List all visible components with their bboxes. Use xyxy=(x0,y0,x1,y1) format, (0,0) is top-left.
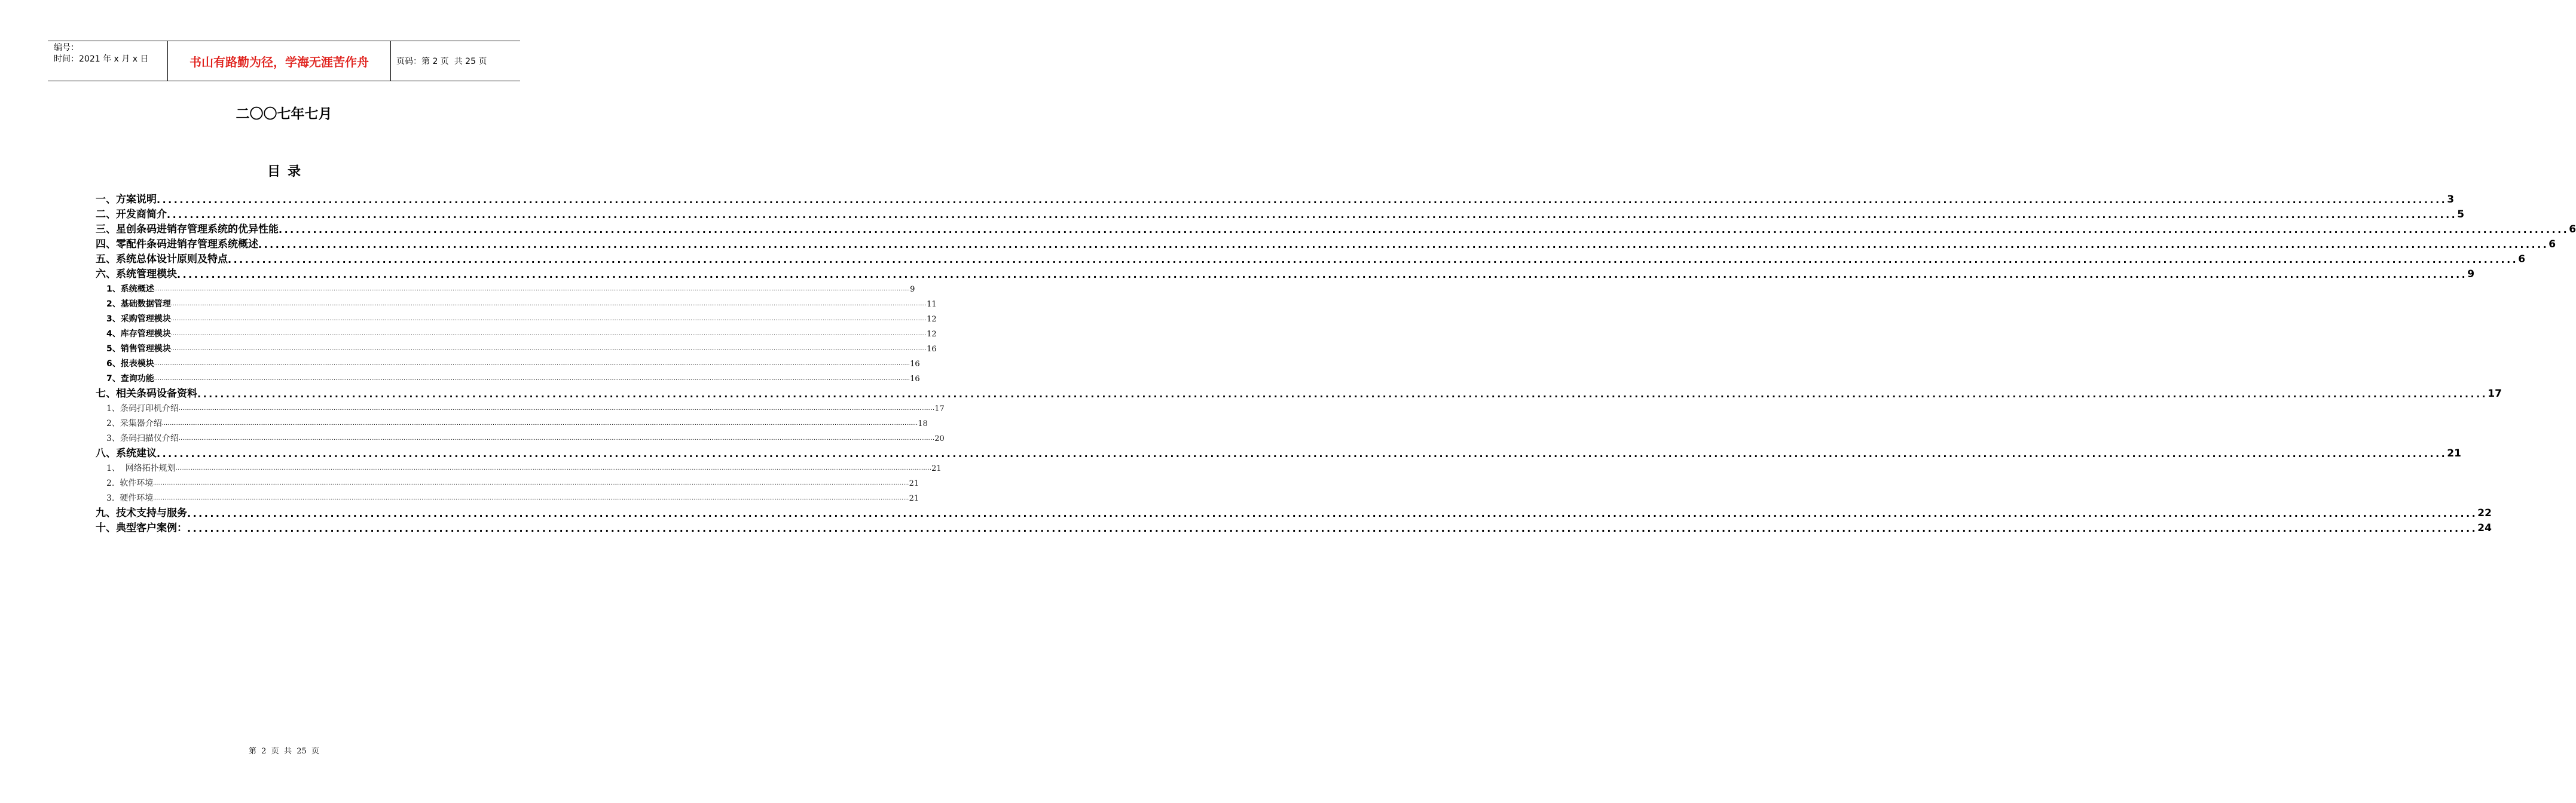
toc-page-number: 9 xyxy=(910,285,915,294)
dot-leader: ................................................................................................................................................................................................................................................................................................................................................................................................................ xyxy=(170,346,927,352)
toc-subentry[interactable]: 3. 硬件环境 ................................................................................................................................................................................................................................................................................................................................................................................................................ 21 xyxy=(96,491,490,506)
dot-leader: ................................................................................................................................................................................................................................................................................................................................................................................................................ xyxy=(175,465,932,471)
toc-entry[interactable]: 二、开发商简介 ................................................................................................................................................................................................................................................................................................................................................................................................................ 5 xyxy=(96,207,490,222)
header-meta xyxy=(48,41,168,81)
toc-subentry[interactable]: 4、库存管理模块 ................................................................................................................................................................................................................................................................................................................................................................................................................ 12 xyxy=(96,327,490,342)
toc-entry[interactable]: 一、方案说明 ................................................................................................................................................................................................................................................................................................................................................................................................................ 3 xyxy=(96,192,490,207)
dot-leader: ................................................................................................................................................................................................................................................................................................................................................................................................................ xyxy=(228,254,2519,265)
toc-subentry[interactable]: 7、查询功能 ................................................................................................................................................................................................................................................................................................................................................................................................................ 16 xyxy=(96,372,490,387)
dot-leader: ................................................................................................................................................................................................................................................................................................................................................................................................................ xyxy=(279,224,2569,235)
toc-subentry[interactable]: 6、报表模块 ................................................................................................................................................................................................................................................................................................................................................................................................................ 16 xyxy=(96,357,490,372)
dot-leader: ................................................................................................................................................................................................................................................................................................................................................................................................................ xyxy=(197,388,2488,400)
header-page-info: 页码：第 2 页 共 25 页 xyxy=(396,57,487,66)
toc-subentry[interactable]: 3、条码扫描仪介绍 ................................................................................................................................................................................................................................................................................................................................................................................................................ 20 xyxy=(96,431,490,446)
header-number-label: 编号： xyxy=(54,43,79,53)
toc-page-number: 9 xyxy=(2467,268,2475,280)
toc-entry[interactable]: 七、相关条码设备资料 ................................................................................................................................................................................................................................................................................................................................................................................................................ 17 xyxy=(96,387,490,402)
dot-leader: ................................................................................................................................................................................................................................................................................................................................................................................................................ xyxy=(154,286,910,292)
dot-leader: ................................................................................................................................................................................................................................................................................................................................................................................................................ xyxy=(157,194,2447,206)
toc-page-number: 12 xyxy=(927,315,937,324)
toc-page-number: 21 xyxy=(909,494,919,503)
toc-subentry[interactable]: 2. 软件环境 ................................................................................................................................................................................................................................................................................................................................................................................................................ 21 xyxy=(96,476,490,491)
page-footer: 第 2 页 共 25 页 xyxy=(248,747,320,756)
toc-subentry[interactable]: 1、 网络拓扑规划 ................................................................................................................................................................................................................................................................................................................................................................................................................ 21 xyxy=(96,461,490,476)
toc-entry[interactable]: 五、系统总体设计原则及特点 ................................................................................................................................................................................................................................................................................................................................................................................................................ 6 xyxy=(96,252,490,267)
toc-subentry[interactable]: 2、基础数据管理 ................................................................................................................................................................................................................................................................................................................................................................................................................ 11 xyxy=(96,297,490,312)
dot-leader: ................................................................................................................................................................................................................................................................................................................................................................................................................ xyxy=(170,301,927,307)
toc-entry[interactable]: 八、系统建议 ................................................................................................................................................................................................................................................................................................................................................................................................................ 21 xyxy=(96,446,490,461)
toc-page-number: 21 xyxy=(931,464,942,473)
toc-entry[interactable]: 四、零配件条码进销存管理系统概述 ................................................................................................................................................................................................................................................................................................................................................................................................................ 6 xyxy=(96,237,490,252)
toc-page-number: 20 xyxy=(934,434,945,443)
dot-leader: ................................................................................................................................................................................................................................................................................................................................................................................................................ xyxy=(170,331,927,337)
dot-leader: ................................................................................................................................................................................................................................................................................................................................................................................................................ xyxy=(153,495,909,501)
dot-leader: ................................................................................................................................................................................................................................................................................................................................................................................................................ xyxy=(187,523,2478,534)
toc-subentry[interactable]: 1、条码打印机介绍 ................................................................................................................................................................................................................................................................................................................................................................................................................ 17 xyxy=(96,402,490,416)
dot-leader: ................................................................................................................................................................................................................................................................................................................................................................................................................ xyxy=(170,316,927,322)
toc-page-number: 21 xyxy=(909,479,919,488)
toc-page-number: 16 xyxy=(910,360,920,369)
toc-page-number: 11 xyxy=(927,300,937,309)
toc-subentry[interactable]: 2、采集器介绍 ................................................................................................................................................................................................................................................................................................................................................................................................................ 18 xyxy=(96,416,490,431)
dot-leader: ................................................................................................................................................................................................................................................................................................................................................................................................................ xyxy=(153,480,909,486)
toc-page-number: 22 xyxy=(2477,507,2492,519)
toc-page-number: 16 xyxy=(910,375,920,384)
dot-leader: ................................................................................................................................................................................................................................................................................................................................................................................................................ xyxy=(177,269,2468,280)
toc-title: 目录 xyxy=(267,164,308,179)
toc-entry[interactable]: 十、典型客户案例： ................................................................................................................................................................................................................................................................................................................................................................................................................ 24 xyxy=(96,521,490,536)
toc-entry[interactable]: 三、星创条码进销存管理系统的优异性能 ................................................................................................................................................................................................................................................................................................................................................................................................................ 6 xyxy=(96,222,490,237)
header-time-label: 时间：2021 年 x 月 x 日 xyxy=(54,54,149,64)
toc-entry[interactable]: 九、技术支持与服务 ................................................................................................................................................................................................................................................................................................................................................................................................................ 22 xyxy=(96,506,490,521)
toc-page-number: 6 xyxy=(2569,223,2576,235)
dot-leader: ................................................................................................................................................................................................................................................................................................................................................................................................................ xyxy=(178,406,935,412)
dot-leader: ................................................................................................................................................................................................................................................................................................................................................................................................................ xyxy=(178,436,935,442)
toc-page-number: 16 xyxy=(927,345,937,354)
toc-page-number: 6 xyxy=(2549,238,2556,250)
table-of-contents xyxy=(96,192,2576,536)
toc-page-number: 17 xyxy=(2488,388,2502,400)
toc-page-number: 17 xyxy=(934,404,945,413)
toc-page-number: 24 xyxy=(2477,522,2492,534)
dot-leader: ................................................................................................................................................................................................................................................................................................................................................................................................................ xyxy=(187,508,2478,519)
dot-leader: ................................................................................................................................................................................................................................................................................................................................................................................................................ xyxy=(154,376,910,382)
toc-subentry[interactable]: 5、销售管理模块 ................................................................................................................................................................................................................................................................................................................................................................................................................ 16 xyxy=(96,342,490,357)
toc-entry[interactable]: 六、系统管理模块 ................................................................................................................................................................................................................................................................................................................................................................................................................ 9 xyxy=(96,267,490,282)
dot-leader: ................................................................................................................................................................................................................................................................................................................................................................................................................ xyxy=(161,421,918,427)
toc-page-number: 5 xyxy=(2457,209,2465,220)
toc-page-number: 3 xyxy=(2447,194,2455,206)
toc-page-number: 6 xyxy=(2518,253,2526,265)
dot-leader: ................................................................................................................................................................................................................................................................................................................................................................................................................ xyxy=(167,209,2458,220)
page-header xyxy=(48,41,520,81)
dot-leader: ................................................................................................................................................................................................................................................................................................................................................................................................................ xyxy=(154,361,910,367)
toc-page-number: 18 xyxy=(918,419,928,428)
toc-subentry[interactable]: 3、采购管理模块 ................................................................................................................................................................................................................................................................................................................................................................................................................ 12 xyxy=(96,312,490,327)
toc-page-number: 21 xyxy=(2447,448,2461,459)
dot-leader: ................................................................................................................................................................................................................................................................................................................................................................................................................ xyxy=(157,448,2447,459)
date-title: 二〇〇七年七月 xyxy=(236,106,332,122)
toc-page-number: 12 xyxy=(927,330,937,339)
dot-leader: ................................................................................................................................................................................................................................................................................................................................................................................................................ xyxy=(258,239,2549,250)
header-motto: 书山有路勤为径，学海无涯苦作舟 xyxy=(168,41,391,81)
toc-subentry[interactable]: 1、系统概述 ................................................................................................................................................................................................................................................................................................................................................................................................................ 9 xyxy=(96,282,490,297)
